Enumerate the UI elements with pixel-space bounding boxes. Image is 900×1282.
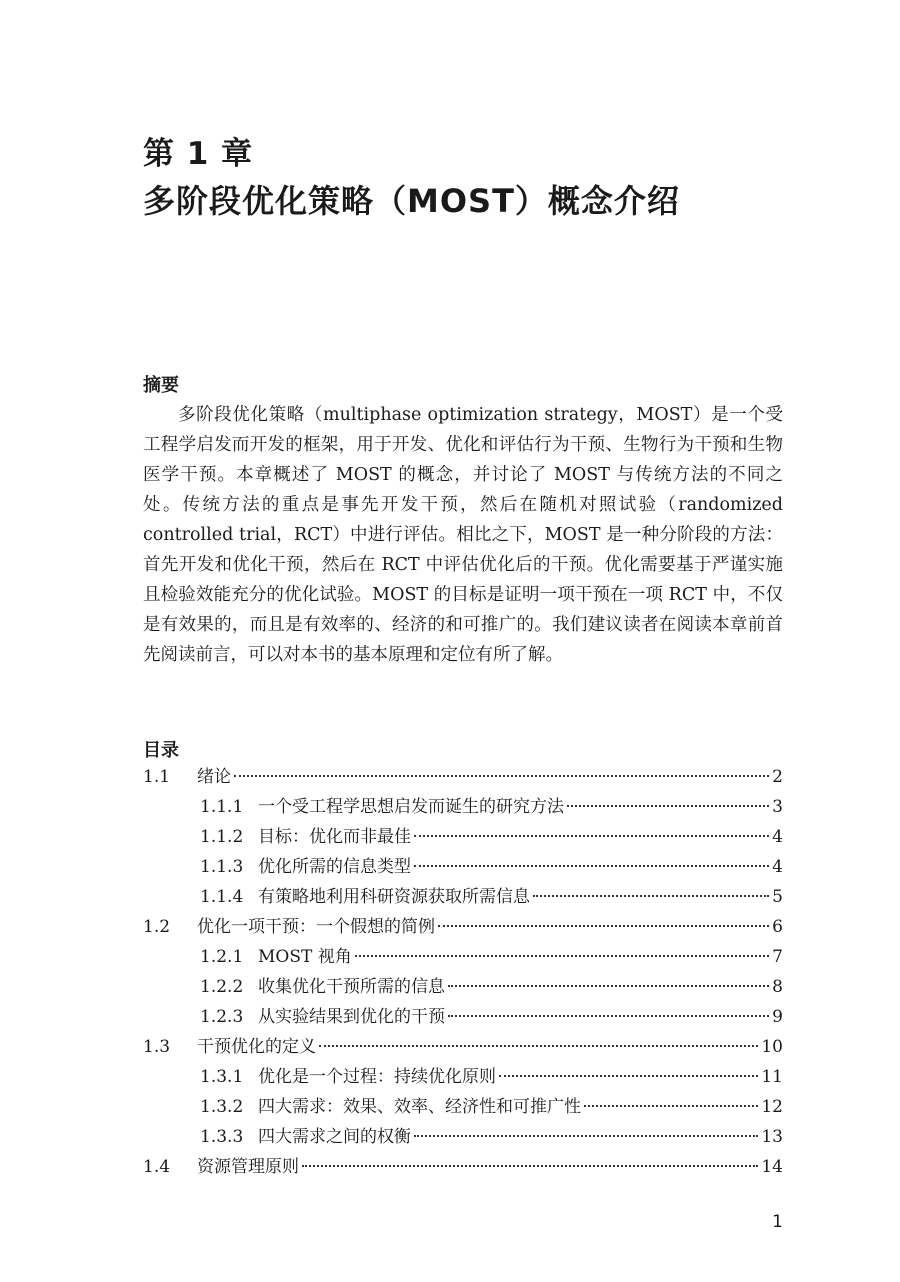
toc-leader-dots (448, 1015, 769, 1017)
toc-page: 8 (772, 977, 783, 997)
toc-leader-dots (584, 1105, 758, 1107)
toc-leader-dots (567, 805, 769, 807)
toc-leader-dots (414, 835, 769, 837)
toc-entry-1-2-3[interactable] (143, 1002, 783, 1032)
toc-leader-dots (319, 1045, 758, 1047)
toc-title: 优化一项干预：一个假想的简例 (197, 917, 435, 937)
toc-leader-dots (448, 985, 769, 987)
toc-title: 四大需求之间的权衡 (258, 1127, 411, 1147)
toc-number: 1.1.4 (200, 887, 244, 907)
toc-page: 9 (772, 1007, 783, 1027)
toc-entry-1-2[interactable] (143, 912, 783, 942)
toc-leader-dots (355, 955, 769, 957)
toc-number: 1.2.2 (200, 977, 244, 997)
toc-page: 4 (772, 857, 783, 877)
toc-number: 1.3.2 (200, 1097, 244, 1117)
toc-number: 1.4 (143, 1157, 171, 1177)
toc-entry-1-1[interactable] (143, 762, 783, 792)
chapter-title: 多阶段优化策略（MOST）概念介绍 (143, 182, 680, 220)
toc-number: 1.3 (143, 1037, 171, 1057)
toc-entry-1-3[interactable] (143, 1032, 783, 1062)
toc-entry-1-3-2[interactable] (143, 1092, 783, 1122)
toc-leader-dots (414, 865, 769, 867)
toc-entry-1-3-1[interactable] (143, 1062, 783, 1092)
toc-leader-dots (302, 1165, 758, 1167)
toc-entry-1-1-3[interactable] (143, 852, 783, 882)
toc-page: 3 (772, 797, 783, 817)
abstract-body: 多阶段优化策略（multiphase optimization strategy，MOST）是一个受工程学启发而开发的框架，用于开发、优化和评估行为干预、生物行为干预和生物医学干预。本章概述了 MOST 的概念，并讨论了 MOST 与传统方法的不同之处。传统方法的重点是事先开发干预，然后在随机对照试验（randomized controlled trial，RCT）中进行评估。相比之下，MOST 是一种分阶段的方法：首先开发和优化干预，然后在 RCT 中评估优化后的干预。优化需要基于严谨实施且检验效能充分的优化试验。MOST 的目标是证明一项干预在一项 RCT 中，不仅是有效果的，而且是有效率的、经济的和可推广的。我们建议读者在阅读本章前首先阅读前言，可以对本书的基本原理和定位有所了解。 (143, 405, 783, 665)
toc-page: 13 (761, 1127, 783, 1147)
toc-page: 11 (761, 1067, 783, 1087)
toc-number: 1.3.1 (200, 1067, 244, 1087)
toc-page: 14 (761, 1157, 783, 1177)
toc-number: 1.1 (143, 767, 171, 787)
toc-title: 优化是一个过程：持续优化原则 (258, 1067, 496, 1087)
toc-title: 有策略地利用科研资源获取所需信息 (258, 887, 530, 907)
toc-title: 一个受工程学思想启发而诞生的研究方法 (258, 797, 564, 817)
abstract-heading: 摘要 (143, 375, 179, 396)
toc-title: MOST 视角 (258, 947, 352, 967)
toc-title: 四大需求：效果、效率、经济性和可推广性 (258, 1097, 581, 1117)
toc-title: 绪论 (197, 767, 231, 787)
toc-page: 10 (761, 1037, 783, 1057)
table-of-contents (143, 762, 783, 1182)
page-number: 1 (772, 1212, 783, 1232)
toc-entry-1-1-1[interactable] (143, 792, 783, 822)
toc-page: 6 (772, 917, 783, 937)
toc-title: 目标：优化而非最佳 (258, 827, 411, 847)
toc-number: 1.1.3 (200, 857, 244, 877)
toc-title: 资源管理原则 (197, 1157, 299, 1177)
toc-number: 1.1.2 (200, 827, 244, 847)
toc-leader-dots (414, 1135, 758, 1137)
toc-number: 1.2.3 (200, 1007, 244, 1027)
toc-title: 从实验结果到优化的干预 (258, 1007, 445, 1027)
toc-entry-1-3-3[interactable] (143, 1122, 783, 1152)
toc-page: 7 (772, 947, 783, 967)
toc-number: 1.2.1 (200, 947, 244, 967)
toc-heading: 目录 (143, 740, 179, 761)
toc-number: 1.1.1 (200, 797, 244, 817)
toc-number: 1.3.3 (200, 1127, 244, 1147)
toc-page: 5 (772, 887, 783, 907)
toc-entry-1-2-2[interactable] (143, 972, 783, 1002)
toc-leader-dots (234, 775, 769, 777)
chapter-number: 第 1 章 (143, 136, 254, 172)
toc-entry-1-1-2[interactable] (143, 822, 783, 852)
toc-entry-1-2-1[interactable] (143, 942, 783, 972)
toc-leader-dots (499, 1075, 758, 1077)
toc-title: 优化所需的信息类型 (258, 857, 411, 877)
toc-entry-1-4[interactable] (143, 1152, 783, 1182)
toc-leader-dots (533, 895, 769, 897)
toc-page: 2 (772, 767, 783, 787)
toc-page: 12 (761, 1097, 783, 1117)
toc-entry-1-1-4[interactable] (143, 882, 783, 912)
toc-number: 1.2 (143, 917, 171, 937)
toc-leader-dots (438, 925, 769, 927)
toc-page: 4 (772, 827, 783, 847)
toc-title: 收集优化干预所需的信息 (258, 977, 445, 997)
toc-title: 干预优化的定义 (197, 1037, 316, 1057)
